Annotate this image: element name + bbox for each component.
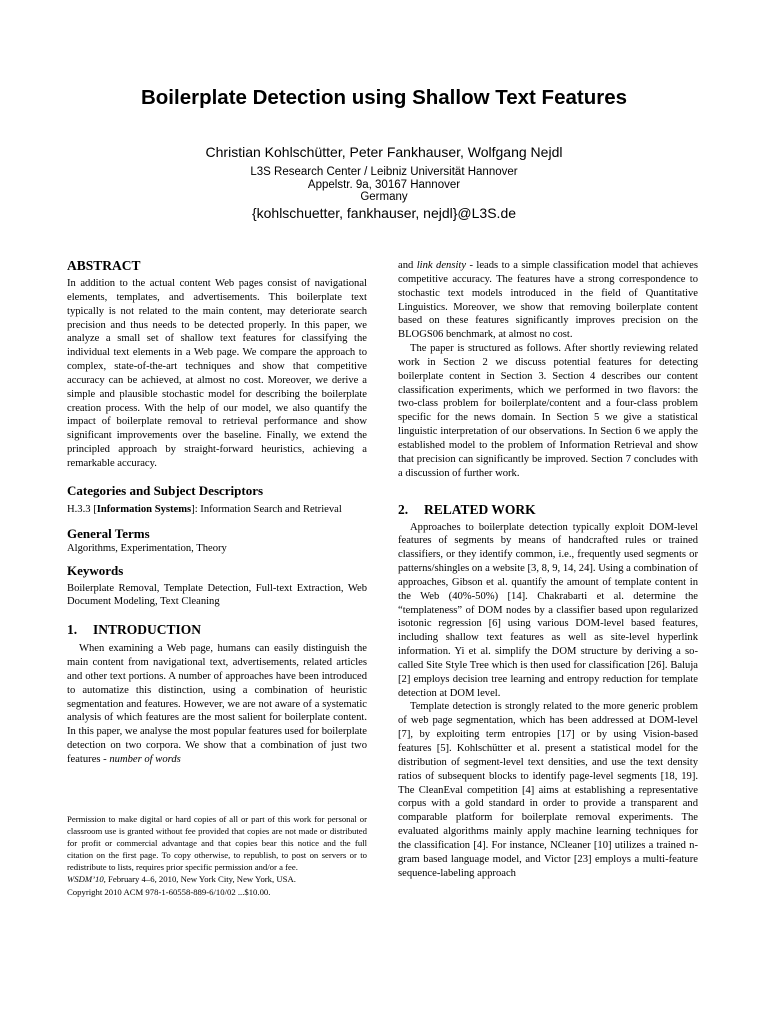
permission-notice: Permission to make digital or hard copies of all or part of this work for personal or classroom use is granted without fee provided that copies are not made or distributed for profit or commercial advantage and that copies bear this notice and the full citation on the first page. To copy otherwise, to republish, to post on servers or to redistribute to lists, requires prior specific permission and/or a fee. <box>67 814 367 873</box>
related-work-heading <box>398 502 698 518</box>
intro-lead: and <box>398 260 417 271</box>
copyright-footnote <box>67 813 367 898</box>
affiliation-line: Appelstr. 9a, 30167 Hannover <box>307 178 461 191</box>
keywords-heading: Keywords <box>67 562 124 578</box>
intro-body: - leads to a simple classification model that achieves competitive accuracy. The features have a strong correspondence to stochastic text models introduced in the field of Quantitative Linguistics. Moreover, we show that removing boilerplate content based on these features significantly improves precision on the BLOGS06 benchmark, at almost no cost. <box>398 260 698 341</box>
section-number: 1. <box>67 622 78 638</box>
categories-text <box>67 503 367 517</box>
introduction-text <box>67 642 367 767</box>
general-terms-text: Algorithms, Experimentation, Theory <box>67 542 227 554</box>
categories-heading: Categories and Subject Descriptors <box>67 482 264 498</box>
keywords-text: Boilerplate Removal, Template Detection, Full-text Extraction, Web Document Modeling, Text Cleaning <box>67 582 367 608</box>
intro-italic: link density <box>416 260 467 271</box>
categories-code: H.3.3 [ <box>67 503 97 515</box>
section-title: INTRODUCTION <box>93 622 202 638</box>
author-emails: {kohlschuetter, fankhauser, nejdl}@L3S.de <box>251 205 517 221</box>
abstract-text: In addition to the actual content Web pages consist of navigational elements, templates, and advertisements. This boilerplate text typically is not related to the main content, may deteriorate search precision and thus needs to be detected properly. In this paper, we analyze a small set of shallow text features for classifying the individual text elements in a Web page. We compare the approach to complex, state-of-the-art techniques and show that competitive accuracy can be achieved, at almost no cost. Moreover, we derive a simple and plausible stochastic model for describing the boilerplate creation process. With the help of our model, we also quantify the impact of boilerplate removal to retrieval performance and show significant improvements over the baseline. Finally, we extend the principled approach by straight-forward heuristics, achieving a remarkable accuracy. <box>67 278 367 469</box>
introduction-heading <box>67 622 367 638</box>
related-work-paragraph-2: Template detection is strongly related to the more generic problem of web page segmentation, which has been addressed at DOM-level [7], by exploiting term entropies [17] or by using Vision-based features [5]. Kohlschütter et al. present a statistical model for the distribution of segment-level text densities, and use the text density ratios of subsequent blocks to identify page-level segments [18, 19]. The CleanEval competition [4] aims at establishing a representative corpus with a gold standard in order to provide a transparent and comparable platform for boilerplate removal experiments. The evaluated algorithms mainly apply machine learning techniques for the classification [4]. For instance, NCleaner [10] utilizes a trained n-gram based language model, and Victor [23] employs a multi-feature sequence-labeling approach <box>398 701 698 879</box>
conference-details: February 4–6, 2010, New York City, New York, USA. <box>105 874 296 885</box>
introduction-italic: number of words <box>109 753 181 765</box>
related-work-paragraph-1: Approaches to boilerplate detection typically exploit DOM-level features of segments by means of handcrafted rules or trained classifiers, or they identify common, i.e., frequently used segments or patterns/shingles on a website [3, 8, 9, 14, 24]. Using a combination of approaches, Gibson et al. quantify the amount of template content in the Web (40%-50%) [14]. Chakrabarti et al. determine the “templateness” of DOM nodes by a classifier based upon regularized isotonic regression [6] using various DOM-level based features, including shallow text features as well as site-level hyperlink information. Yi et al. simplify the DOM structure by deriving a so-called Site Style Tree which is then used for classification [26]. Baluja [2] employs decision tree learning and entropy reduction for template detection at DOM level. <box>398 521 698 699</box>
conference-line <box>67 873 367 885</box>
right-column <box>398 259 698 880</box>
general-terms-heading: General Terms <box>67 525 150 541</box>
intro-continued <box>398 259 698 342</box>
introduction-body: When examining a Web page, humans can easily distinguish the main content from navigational text, advertisements, related articles and other text portions. A number of approaches have been introduced to automatize this distinction, using a combination of heuristic segmentation and features. However, we are not aware of a systematic analysis of which features are the most salient for boilerplate content. In this paper, we analyse the most popular features used for boilerplate detection on two corpora. We show that a combination of just two features - <box>67 643 367 765</box>
copyright-line: Copyright 2010 ACM 978-1-60558-889-6/10/02 ...$10.00. <box>67 886 271 897</box>
conference-name: WSDM’10, <box>67 874 106 885</box>
paper-authors: Christian Kohlschütter, Peter Fankhauser, Wolfgang Nejdl <box>205 144 563 160</box>
affiliation <box>0 166 768 204</box>
affiliation-line: L3S Research Center / Leibniz Universität Hannover <box>250 166 518 178</box>
section-number: 2. <box>398 501 409 517</box>
affiliation-line: Germany <box>360 191 408 203</box>
categories-rest: ]: Information Search and Retrieval <box>191 503 342 515</box>
intro-structure-paragraph: The paper is structured as follows. After shortly reviewing related work in Section 2 we discuss potential features for detecting boilerplate content in Section 3. Section 4 describes our content classification experiments, which we performed in two flavors: the two-class problem for boilerplate/content and a four-class problem specific for the news domain. In Section 5 we give a statistical linguistic interpretation of our observations. In Section 6 we apply the established model to the problem of Information Retrieval and show that precision can significantly be improved. Section 7 concludes with a discussion of further work. <box>398 343 698 479</box>
section-title: RELATED WORK <box>424 501 536 517</box>
paper-title: Boilerplate Detection using Shallow Text Features <box>140 86 628 109</box>
categories-bold: Information Systems <box>96 503 192 515</box>
left-column <box>67 258 367 767</box>
abstract-heading: ABSTRACT <box>67 258 141 273</box>
